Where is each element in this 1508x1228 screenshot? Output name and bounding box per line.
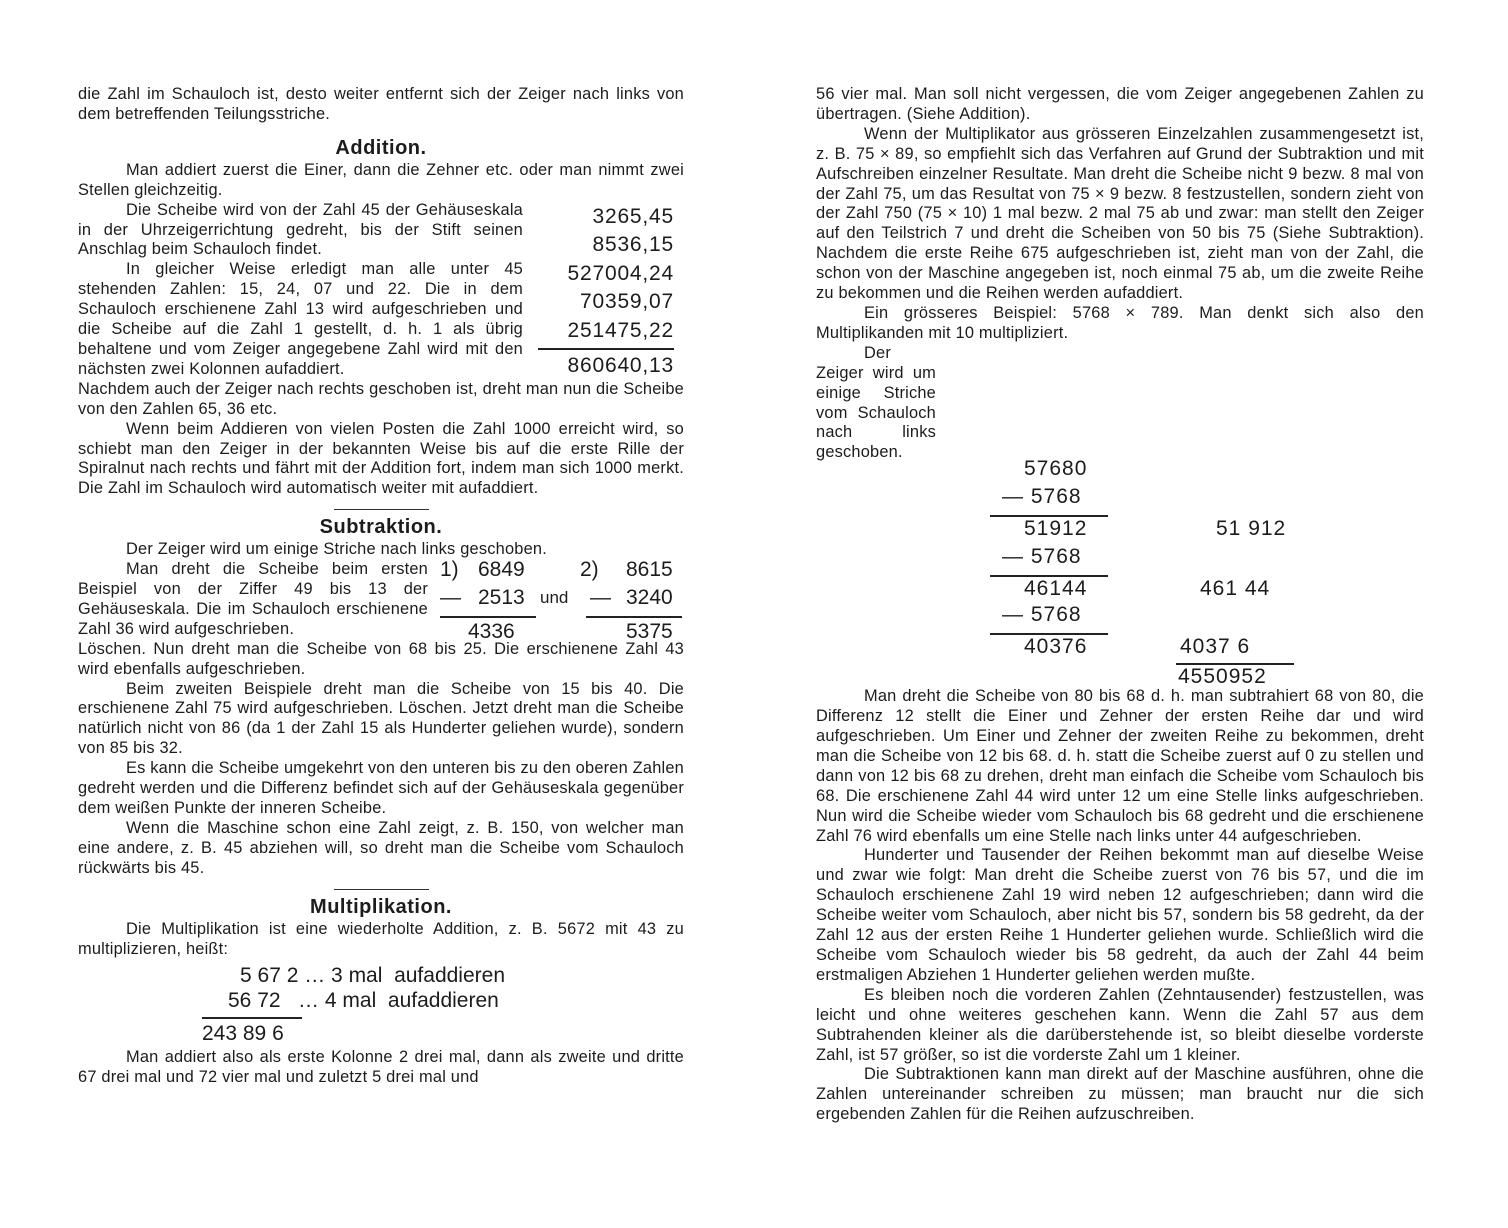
multiplication-example [202,963,684,1046]
example-2-rule [586,616,682,618]
example-2-minuend: 8615 [626,558,673,582]
addition-section [78,201,684,380]
addition-paragraph-3: In gleicher Weise erledigt man alle unter 45 stehenden Zahlen: 15, 24, 07 und 22. Die in dem Schauloch erschienene Zahl 13 wird aufgeschrieben und die Scheibe auf die Zahl 1 gestellt, d. h. 1 als übrig behaltene und vom Zeiger angegebene Zahl wird mit den nächsten zwei Kolonnen aufaddiert. [78,260,523,378]
example-1-minuend: 6849 [478,558,525,582]
addend: 3265,45 [592,204,674,228]
addition-sum: 860640,13 [538,348,674,381]
multiplication-paragraph-1: Die Multiplikation ist eine wiederholte Addition, z. B. 5672 mit 43 zu multiplizieren, heißt: [78,919,684,958]
example-1-result: 4336 [468,620,515,644]
addend: 70359,07 [580,290,674,314]
example-2-minus: — [590,586,611,610]
subtraction-section [78,558,684,644]
example-1-label: 1) [440,558,459,582]
subtraction-paragraph-4: Es kann die Scheibe umgekehrt von den unteren bis zu den oberen Zahlen gedreht werden und die Differenz befindet sich auf der Gehäuseskala gegenüber dem weißen Punkte der inneren Scheibe. [78,759,684,817]
multiplication-row-1: 5 67 2 … 3 mal aufaddieren [240,964,506,988]
addition-heading: Addition. [335,136,427,159]
addition-example [538,203,674,381]
intro-paragraph: die Zahl im Schauloch ist, desto weiter entfernt sich der Zeiger nach links von dem betreffenden Teilungsstriche. [78,85,684,123]
calc-value: 57680 [1024,457,1088,481]
addition-paragraph-1: Man addiert zuerst die Einer, dann die Zehner etc. oder man nimmt zwei Stellen gleichzeitig. [78,160,684,199]
series-row: 461 44 [1200,577,1271,601]
addend: 527004,24 [567,261,674,285]
right-paragraph-4: Der Zeiger wird um einige Striche vom Schauloch nach links geschoben. [816,343,936,462]
example-1-subtrahend: 2513 [478,586,525,610]
right-paragraph-1: 56 vier mal. Man soll nicht vergessen, die vom Zeiger angegebenen Zahlen zu übertragen. (Siehe Addition). [816,85,1424,123]
series-total: 4550952 [1178,665,1267,689]
multiplication-heading: Multiplikation. [310,895,452,918]
example-1-rule [440,616,536,618]
right-page [816,85,1424,1125]
subtraction-paragraph-2: Man dreht die Scheibe beim ersten Beispiel von der Ziffer 49 bis 13 der Gehäuseskala. Die im Schauloch erschienene Zahl 36 wird aufgeschrieben. [78,560,428,638]
multiplication-by-subtraction-example [816,457,1424,687]
right-paragraph-2: Wenn der Multiplikator aus grösseren Einzelzahlen zusammengesetzt ist, z. B. 75 × 89, so empfiehlt sich das Verfahren auf Grund der Subtraktion und mit Aufschreiben einzelner Resultate. Man dreht die Scheibe nicht 9 bezw. 8 mal von der Zahl 75, um das Resultat von 75 × 9 bezw. 8 festzustellen, sondern zieht von der Zahl 750 (75 × 10) 1 mal bezw. 2 mal 75 ab und zwar: man stellt den Zeiger auf den Teilstrich 7 und dreht die Scheiben von 50 bis 75 (Siehe Subtraktion). Nachdem die erste Reihe 675 aufgeschrieben ist, zieht man von der Zahl, die schon von der Maschine angegeben ist, noch einmal 75 ab, um die zweite Reihe zu bekommen und die Reihen werden aufaddiert. [816,124,1424,303]
right-paragraph-6: Hunderter und Tausender der Reihen bekommt man auf dieselbe Weise und zwar wie folgt: Man dreht die Scheibe zuerst von 76 bis 57, und die im Schauloch erschienene Zahl 19 wird neben 12 aufgeschrieben; dann wird die Scheibe weiter vom Schauloch, aber nicht bis 57, sondern bis 58 gedreht, da der Zahl 12 aus der ersten Reihe 1 Hunderter geliehen wurde. Schließlich wird die Scheibe vom Schauloch wieder bis 58 gedreht, da auch der Zahl 44 beim erstmaligen Abziehen 1 Hunderter geliehen werden mußte. [816,846,1424,984]
addition-paragraph-4: Nachdem auch der Zeiger nach rechts geschoben ist, dreht man nun die Scheibe von den Zahlen 65, 36 etc. [78,379,684,418]
subtraction-paragraph-2b: Löschen. Nun dreht man die Scheibe von 68 bis 25. Die erschienene Zahl 43 wird ebenfalls aufgeschrieben. [78,639,684,678]
example-2-label: 2) [580,558,599,582]
right-paragraph-8: Die Subtraktionen kann man direkt auf der Maschine ausführen, ohne die Zahlen untereinander schreiben zu müssen; man braucht nur die sich ergebenden Zahlen für die Reihen aufzuschreiben. [816,1065,1424,1124]
right-paragraph-5: Man dreht die Scheibe von 80 bis 68 d. h. man subtrahiert 68 von 80, die Differenz 12 stellt die Einer und Zehner der ersten Reihe dar und wird aufgeschrieben. Um Einer und Zehner der zweiten Reihe zu bekommen, dreht man die Scheibe von 12 bis 68. d. h. statt die Scheibe zuerst auf 0 zu stellen und dann von 12 bis 68 zu drehen, dreht man einfach die Scheibe vom Schauloch bis 68. Die erschienene Zahl 44 wird unter 12 um eine Stelle links aufgeschrieben. Nun wird die Scheibe wieder vom Schauloch bis 68 gedreht und die erschienene Zahl 76 wird ebenfalls um eine Stelle nach links unter 44 aufgeschrieben. [816,687,1424,845]
left-page [78,85,684,1088]
example-2-subtrahend: 3240 [626,586,673,610]
calc-value: 40376 [1024,635,1088,659]
calc-subtrahend: — 5768 [1002,485,1082,509]
calc-value: 51912 [1024,517,1088,541]
calc-value: 46144 [1024,577,1088,601]
series-row: 4037 6 [1180,635,1251,659]
subtraction-examples [440,558,680,648]
subtraction-paragraph-3: Beim zweiten Beispiele dreht man die Scheibe von 15 bis 40. Die erschienene Zahl 75 wird aufgeschrieben. Löschen. Jetzt dreht man die Scheibe natürlich nicht von 86 (da 1 der Zahl 15 als Hunderter geliehen wurde), sondern von 85 bis 32. [78,679,684,758]
subtraction-paragraph-5: Wenn die Maschine schon eine Zahl zeigt, z. B. 150, von welcher man eine andere, z. B. 45 abziehen will, so dreht man die Scheibe vom Schauloch rückwärts bis 45. [78,818,684,877]
right-paragraph-7: Es bleiben noch die vorderen Zahlen (Zehntausender) festzustellen, was leicht und ohne weiteres geschehen kann. Wenn die Zahl 57 aus dem Subtrahenden kleiner als die darüberstehende ist, so bleibt dieselbe vorderste Zahl, ist 57 größer, so ist die vorderste Zahl um 1 kleiner. [816,985,1424,1064]
subtraction-heading: Subtraktion. [319,516,443,539]
calc-subtrahend: — 5768 [1002,545,1082,569]
right-paragraph-3: Ein grösseres Beispiel: 5768 × 789. Man denkt sich also den Multiplikanden mit 10 multipliziert. [816,303,1424,342]
addition-paragraph-2: Die Scheibe wird von der Zahl 45 der Gehäuseskala in der Uhrzeigerrichtung gedreht, bis der Stift seinen Anschlag beim Schauloch findet. [78,200,523,259]
multiplication-row-2: 56 72 … 4 mal aufaddieren [228,989,499,1013]
subtraction-paragraph-1: Der Zeiger wird um einige Striche nach links geschoben. [126,540,547,559]
multiplication-sum: 243 89 6 [202,1017,302,1046]
und-label: und [540,588,569,608]
example-2-result: 5375 [626,620,673,644]
multiplication-paragraph-2: Man addiert also als erste Kolonne 2 drei mal, dann als zweite und dritte 67 drei mal und 72 vier mal und zuletzt 5 drei mal und [78,1048,684,1087]
addition-paragraph-5: Wenn beim Addieren von vielen Posten die Zahl 1000 erreicht wird, so schiebt man den Zeiger in der bekannten Weise bis auf die erste Rille der Spiralnut nach rechts und fährt mit der Addition fort, indem man sich 1000 merkt. Die Zahl im Schauloch wird automatisch weiter mit aufaddiert. [78,419,684,498]
addend: 251475,22 [567,319,674,342]
example-1-minus: — [440,586,461,610]
section-divider [334,889,429,890]
calc-subtrahend: — 5768 [1002,603,1082,627]
addend: 8536,15 [592,233,674,257]
series-row: 51 912 [1216,517,1287,541]
section-divider [334,509,429,510]
